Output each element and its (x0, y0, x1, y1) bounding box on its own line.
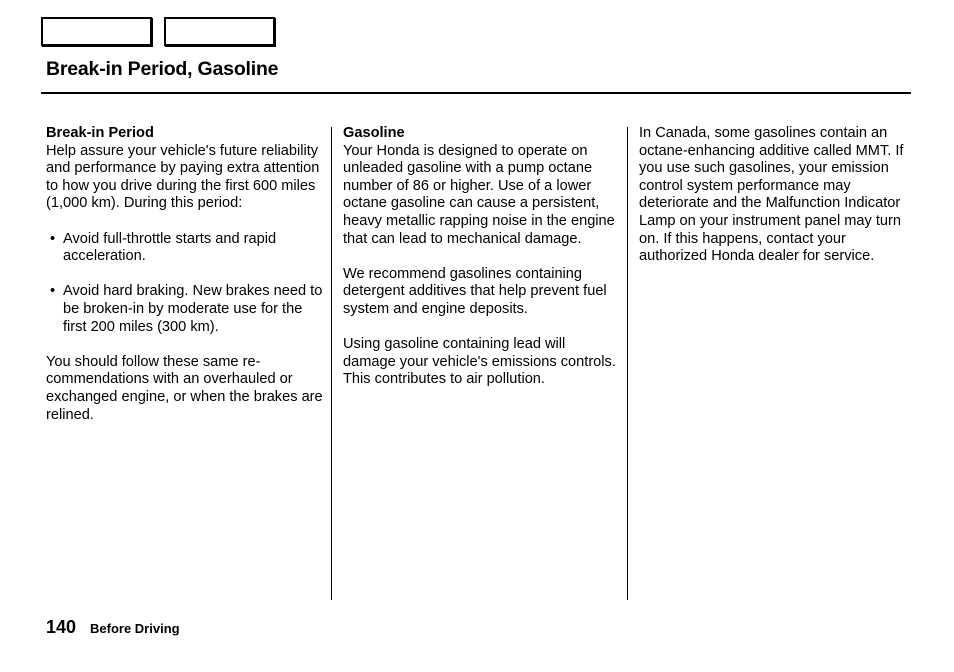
break-in-closing: You should follow these same re-commendations with an overhauled or exchanged engine, or when the brakes are relined. (46, 353, 323, 423)
column-divider (331, 127, 332, 600)
bullet-text: Avoid hard braking. New brakes need to be broken-in by moderate use for the first 200 miles (300 km). (63, 283, 323, 335)
column-break-in (46, 125, 324, 424)
bullet-icon: • (50, 283, 56, 300)
bullet-text: Avoid full-throttle starts and rapid acceleration. (63, 230, 277, 265)
column-canada (639, 125, 911, 266)
previous-page-button[interactable] (41, 17, 152, 46)
gasoline-paragraph-3: Using gasoline containing lead will damage your vehicle's emissions controls. This contributes to air pollution. (343, 336, 616, 388)
next-page-button[interactable] (164, 17, 275, 46)
gasoline-paragraph-2: We recommend gasolines containing detergent additives that help prevent fuel system and engine deposits. (343, 265, 607, 317)
column-divider (627, 127, 628, 600)
list-item (50, 231, 324, 266)
gasoline-paragraph-1: Your Honda is designed to operate on unleaded gasoline with a pump octane number of 86 or higher. Use of a lower octane gasoline can cause a persistent, heavy metallic rapping noise in the engine that can lead to mechanical damage. (343, 142, 615, 247)
gasoline-heading: Gasoline (343, 125, 405, 141)
list-item (50, 283, 324, 336)
title-divider (41, 92, 911, 94)
break-in-heading: Break-in Period (46, 125, 154, 141)
bullet-icon: • (50, 230, 56, 247)
page-title: Break-in Period, Gasoline (46, 58, 279, 80)
break-in-intro: Help assure your vehicle's future reliability and performance by paying extra attention to how you drive during the first 600 miles (1,000 km). During this period: (46, 142, 320, 212)
section-name: Before Driving (90, 621, 180, 636)
page-number: 140 (46, 617, 77, 637)
canada-paragraph: In Canada, some gasolines contain an octane-enhancing additive called MMT. If you use such gasolines, your emission control system performance may deteriorate and the Malfunction Indicator Lamp on your instrument panel may turn on. If this happens, contact your authorized Honda dealer for service. (639, 125, 904, 265)
column-gasoline (343, 125, 619, 389)
